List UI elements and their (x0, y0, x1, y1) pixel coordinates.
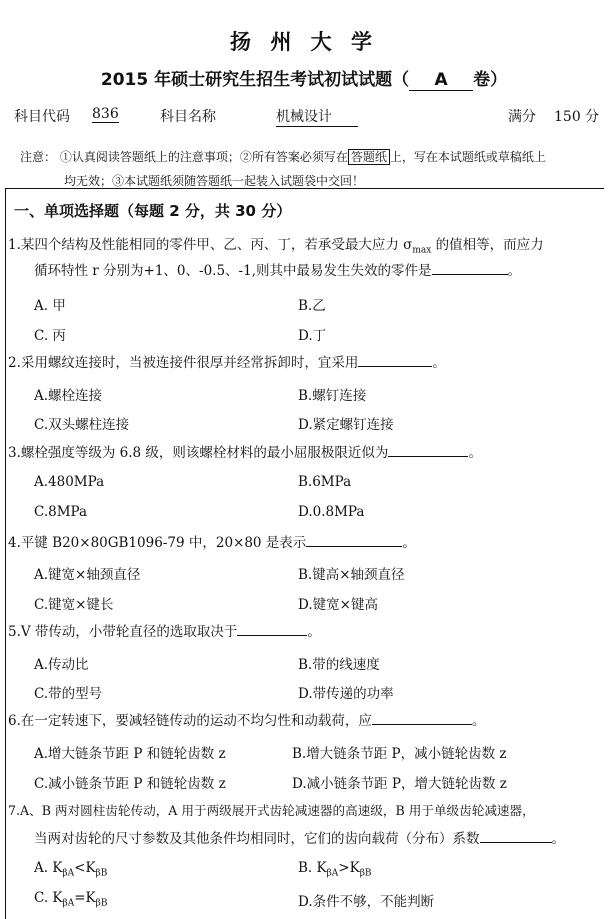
question-3 (8, 440, 598, 466)
question-7-end: 。 (551, 831, 565, 847)
question-5-option-b: B.带的线速度 (298, 657, 380, 673)
question-1-option-b: B.乙 (298, 298, 326, 314)
answer-sheet-box: 答题纸 (348, 149, 390, 165)
university-name: 扬 州 大 学 (230, 30, 378, 54)
question-7-option-c (34, 890, 107, 909)
option-c-op: = (74, 890, 86, 906)
answer-blank (432, 260, 508, 275)
answer-blank (306, 532, 402, 547)
paper-code: A (409, 70, 473, 91)
question-2-option-d: D.紧定螺钉连接 (298, 417, 394, 433)
question-1-subscript: max (412, 245, 432, 256)
question-3-stem: 3.螺栓强度等级为 6.8 级，则该螺栓材料的最小屈服极限近似为 (8, 445, 389, 461)
question-4-stem: 4.平键 B20×80GB1096-79 中，20×80 是表示 (8, 535, 307, 551)
subject-line (0, 106, 608, 130)
question-4-option-a: A.键宽×轴颈直径 (34, 567, 141, 583)
question-2-option-a: A.螺栓连接 (34, 388, 103, 404)
question-2-option-b: B.螺钉连接 (298, 388, 367, 404)
question-1-option-a: A. 甲 (34, 298, 66, 314)
question-5-end: 。 (307, 624, 321, 640)
question-3-end: 。 (468, 445, 482, 461)
question-1-option-d: D.丁 (298, 328, 327, 344)
notice-line-2: 均无效；③本试题纸须随答题纸一起装入试题袋中交回！ (64, 174, 365, 188)
question-6-option-d: D.减小链条节距 P，增大链轮齿数 z (292, 776, 507, 792)
question-6-option-c: C.减小链条节距 P 和链轮齿数 z (34, 776, 226, 792)
question-2-end: 。 (432, 355, 446, 371)
question-7-stem-line2: 当两对齿轮的尺寸参数及其他条件均相同时，它们的齿向载荷（分布）系数 (34, 831, 480, 847)
option-a-sub1: βA (62, 868, 75, 879)
question-5-option-c: C.带的型号 (34, 686, 103, 702)
question-5-option-d: D.带传递的功率 (298, 686, 394, 702)
answer-blank (372, 710, 472, 725)
question-4 (8, 530, 598, 556)
subject-code-label: 科目代码 (14, 109, 70, 125)
question-1-stem-a: 1.某四个结构及性能相同的零件甲、乙、丙、丁，若承受最大应力 σ (8, 237, 413, 253)
subject-code: 836 (92, 106, 119, 122)
question-3-option-b: B.6MPa (298, 474, 352, 490)
question-4-option-b: B.键高×轴颈直径 (298, 567, 405, 583)
question-1-option-c: C. 丙 (34, 328, 66, 344)
option-b-sub1: βA (326, 868, 339, 879)
exam-title (0, 65, 608, 91)
question-7-option-b (298, 860, 372, 879)
option-b-k1: B. K (298, 860, 327, 876)
question-1-end: 。 (507, 263, 521, 279)
option-a-k1: A. K (34, 860, 63, 876)
exam-title-prefix: 2015 年硕士研究生招生考试初试试题（ (100, 70, 410, 90)
subject-name: 机械设计 (276, 106, 358, 127)
option-b-k2: K (349, 860, 360, 876)
option-c-k1: C. K (34, 890, 63, 906)
question-5-stem: 5.V 带传动，小带轮直径的选取取决于 (8, 624, 238, 640)
notice-text-a: 注意： ①认真阅读答题纸上的注意事项；②所有答案必须写在 (20, 150, 348, 164)
question-4-option-d: D.键宽×键高 (298, 597, 378, 613)
question-3-option-a: A.480MPa (34, 474, 105, 490)
question-4-end: 。 (402, 535, 416, 551)
question-2-option-c: C.双头螺柱连接 (34, 417, 130, 433)
question-7 (8, 798, 598, 824)
answer-blank (358, 352, 432, 367)
question-5-option-a: A.传动比 (34, 657, 89, 673)
score-value: 150 分 (554, 109, 600, 125)
question-4-option-c: C.键宽×键长 (34, 597, 114, 613)
option-a-k2: K (85, 860, 96, 876)
question-3-option-d: D.0.8MPa (298, 504, 365, 520)
notice-line-1 (20, 145, 600, 169)
option-b-op: > (338, 860, 350, 876)
question-6-end: 。 (471, 713, 486, 729)
question-1-stem-line2: 循环特性 r 分别为+1、0、-0.5、-1,则其中最易发生失效的零件是 (34, 263, 432, 279)
question-6-stem: 6.在一定转速下，要减轻链传动的运动不均匀性和动载荷，应 (8, 713, 372, 729)
question-1-stem-b: 的值相等，而应力 (431, 237, 544, 253)
section-title: 一、单项选择题（每题 2 分，共 30 分） (14, 202, 292, 220)
question-2-stem: 2.采用螺纹连接时，当被连接件很厚并经常拆卸时，宜采用 (8, 355, 359, 371)
exam-title-suffix: 卷） (473, 70, 508, 90)
question-6-option-b: B.增大链条节距 P，减小链轮齿数 z (292, 746, 507, 762)
question-7-option-a (34, 860, 107, 879)
question-3-option-c: C.8MPa (34, 504, 88, 520)
option-a-sub2: βB (95, 868, 108, 879)
question-2 (8, 350, 598, 376)
answer-blank (480, 828, 552, 843)
question-1-line-2 (34, 258, 594, 284)
option-b-sub2: βB (359, 868, 372, 879)
question-7-option-d: D.条件不够，不能判断 (298, 894, 435, 910)
question-7-line-2 (34, 826, 594, 852)
option-c-sub2: βB (95, 898, 108, 909)
answer-blank (237, 621, 307, 636)
option-c-sub1: βA (62, 898, 75, 909)
option-c-k2: K (85, 890, 96, 906)
question-6-option-a: A.增大链条节距 P 和链轮齿数 z (34, 746, 226, 762)
subject-name-label: 科目名称 (160, 109, 216, 125)
answer-blank (388, 442, 468, 457)
question-6 (8, 708, 598, 734)
option-a-op: < (74, 860, 86, 876)
question-7-stem: 7.A、B 两对圆柱齿轮传动，A 用于两级展开式齿轮减速器的高速级，B 用于单级齿轮减速器， (8, 803, 535, 818)
notice-text-b: 上，写在本试题纸或草稿纸上 (389, 150, 546, 164)
question-5 (8, 619, 598, 645)
score-label: 满分 (508, 109, 536, 125)
